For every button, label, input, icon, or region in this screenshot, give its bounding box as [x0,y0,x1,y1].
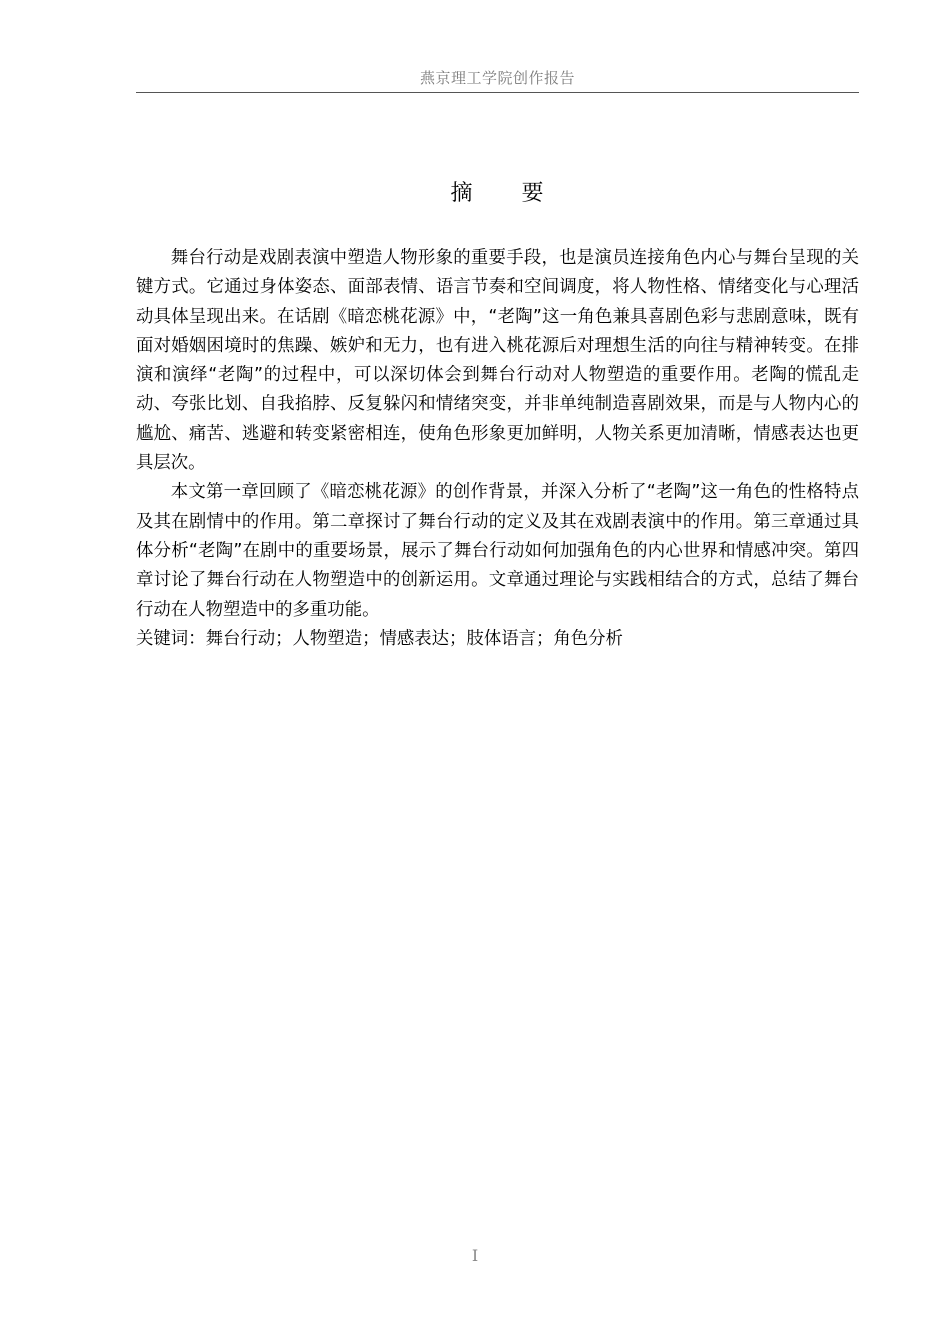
abstract-paragraph-2: 本文第一章回顾了《暗恋桃花源》的创作背景，并深入分析了“老陶”这一角色的性格特点及其在剧情中的作用。第二章探讨了舞台行动的定义及其在戏剧表演中的作用。第三章通过具体分析“老陶”在剧中的重要场景，展示了舞台行动如何加强角色的内心世界和情感冲突。第四章讨论了舞台行动在人物塑造中的创新运用。文章通过理论与实践相结合的方式，总结了舞台行动在人物塑造中的多重功能。 [136,482,859,620]
keywords-line: 关键词：舞台行动；人物塑造；情感表达；肢体语言；角色分析 [136,628,623,649]
title-char-2: 要 [521,181,545,206]
header-text: 燕京理工学院创作报告 [419,69,575,87]
abstract-body [136,244,859,654]
abstract-paragraph-1: 舞台行动是戏剧表演中塑造人物形象的重要手段，也是演员连接角色内心与舞台呈现的关键方式。它通过身体姿态、面部表情、语言节奏和空间调度，将人物性格、情绪变化与心理活动具体呈现出来。在话剧《暗恋桃花源》中，“老陶”这一角色兼具喜剧色彩与悲剧意味，既有面对婚姻困境时的焦躁、嫉妒和无力，也有进入桃花源后对理想生活的向往与精神转变。在排演和演绎“老陶”的过程中，可以深切体会到舞台行动对人物塑造的重要作用。老陶的慌乱走动、夸张比划、自我掐脖、反复躲闪和情绪突变，并非单纯制造喜剧效果，而是与人物内心的尴尬、痛苦、逃避和转变紧密相连，使角色形象更加鲜明，人物关系更加清晰，情感表达也更具层次。 [136,248,859,474]
title-char-1: 摘 [450,181,474,206]
abstract-title [136,176,859,212]
page-header [136,66,859,93]
page-number: I [471,1246,479,1265]
